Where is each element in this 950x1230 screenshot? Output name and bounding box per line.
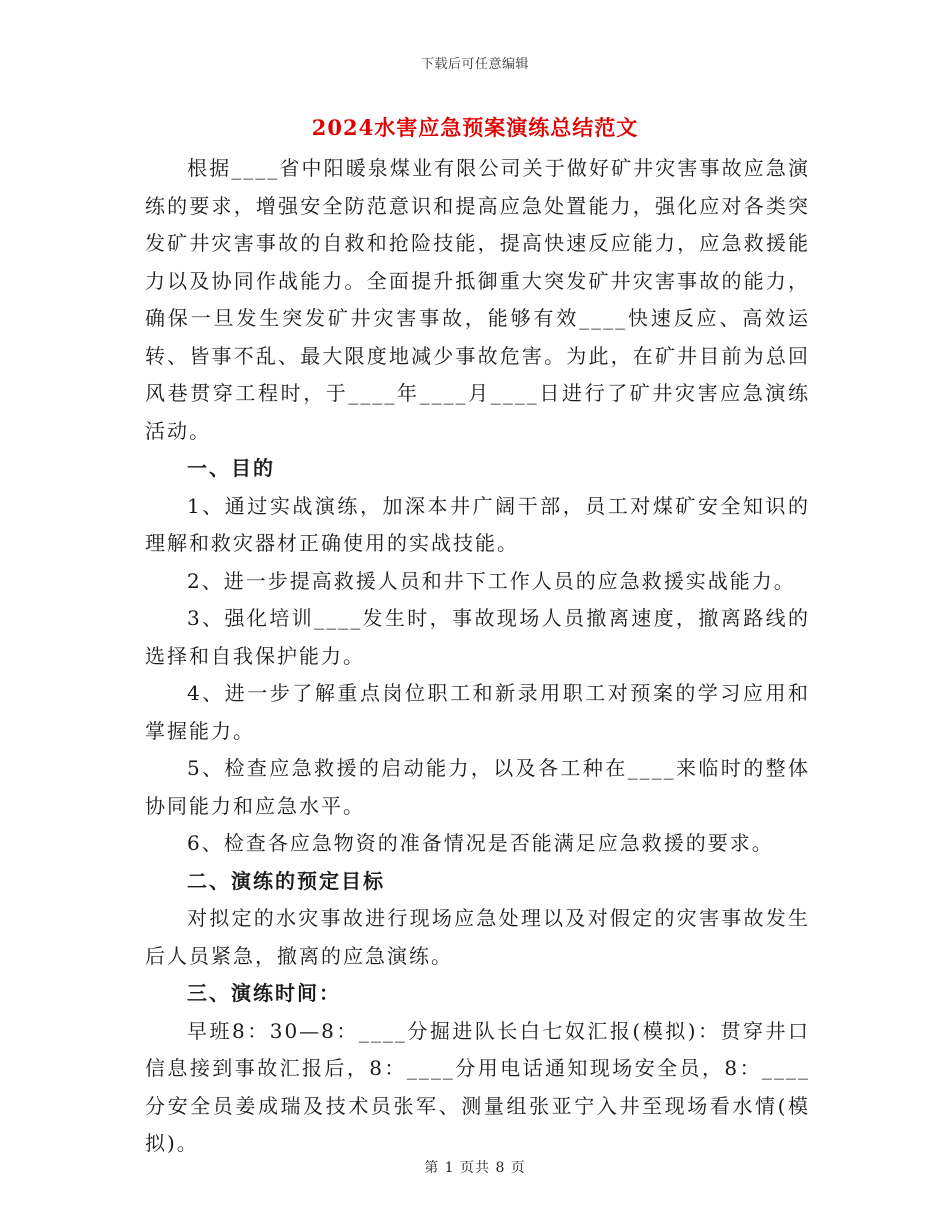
goal-paragraph: 对拟定的水灾事故进行现场应急处理以及对假定的灾害事故发生后人员紧急，撤离的应急演练。 (145, 906, 810, 968)
document-title: 2024水害应急预案演练总结范文 (311, 115, 639, 140)
header-note: 下载后可任意编辑 (420, 57, 529, 72)
page-footer: 第 1 页共 8 页 (424, 1160, 526, 1176)
purpose-item-3: 3、强化培训____发生时，事故现场人员撤离速度，撤离路线的选择和自我保护能力。 (145, 606, 810, 668)
intro-paragraph: 根据____省中阳暖泉煤业有限公司关于做好矿井灾害事故应急演练的要求，增强安全防范意识和提高应急处置能力，强化应对各类突发矿井灾害事故的自救和抢险技能，提高快速反应能力，应急救援能力以及协同作战能力。全面提升抵御重大突发矿井灾害事故的能力，确保一旦发生突发矿井灾害事故，能够有效____快速反应、高效运转、皆事不乱、最大限度地减少事故危害。为此，在矿井目前为总回风巷贯穿工程时，于____年____月____日进行了矿井灾害应急演练活动。 (145, 156, 810, 443)
section-heading-time: 三、演练时间： (187, 981, 341, 1005)
purpose-item-2: 2、进一步提高救援人员和井下工作人员的应急救援实战能力。 (187, 568, 796, 593)
section-heading-purpose: 一、目的 (187, 456, 275, 480)
purpose-item-4: 4、进一步了解重点岗位职工和新录用职工对预案的学习应用和掌握能力。 (145, 681, 810, 743)
schedule-paragraph: 早班8：30—8：____分掘进队长白七奴汇报(模拟)：贯穿井口信息接到事故汇报后，8：____分用电话通知现场安全员，8：____分安全员姜成瑞及技术员张军、测量组张亚宁入井至现场看水情(模拟)。 (145, 1018, 810, 1155)
purpose-item-6: 6、检查各应急物资的准备情况是否能满足应急救援的要求。 (187, 831, 774, 855)
document-body (145, 150, 810, 1163)
section-heading-goals: 二、演练的预定目标 (187, 868, 385, 893)
purpose-item-5: 5、检查应急救援的启动能力，以及各工种在____来临时的整体协同能力和应急水平。 (145, 756, 810, 818)
purpose-item-1: 1、通过实战演练，加深本井广阔干部，员工对煤矿安全知识的理解和救灾器材正确使用的实战技能。 (145, 493, 810, 555)
